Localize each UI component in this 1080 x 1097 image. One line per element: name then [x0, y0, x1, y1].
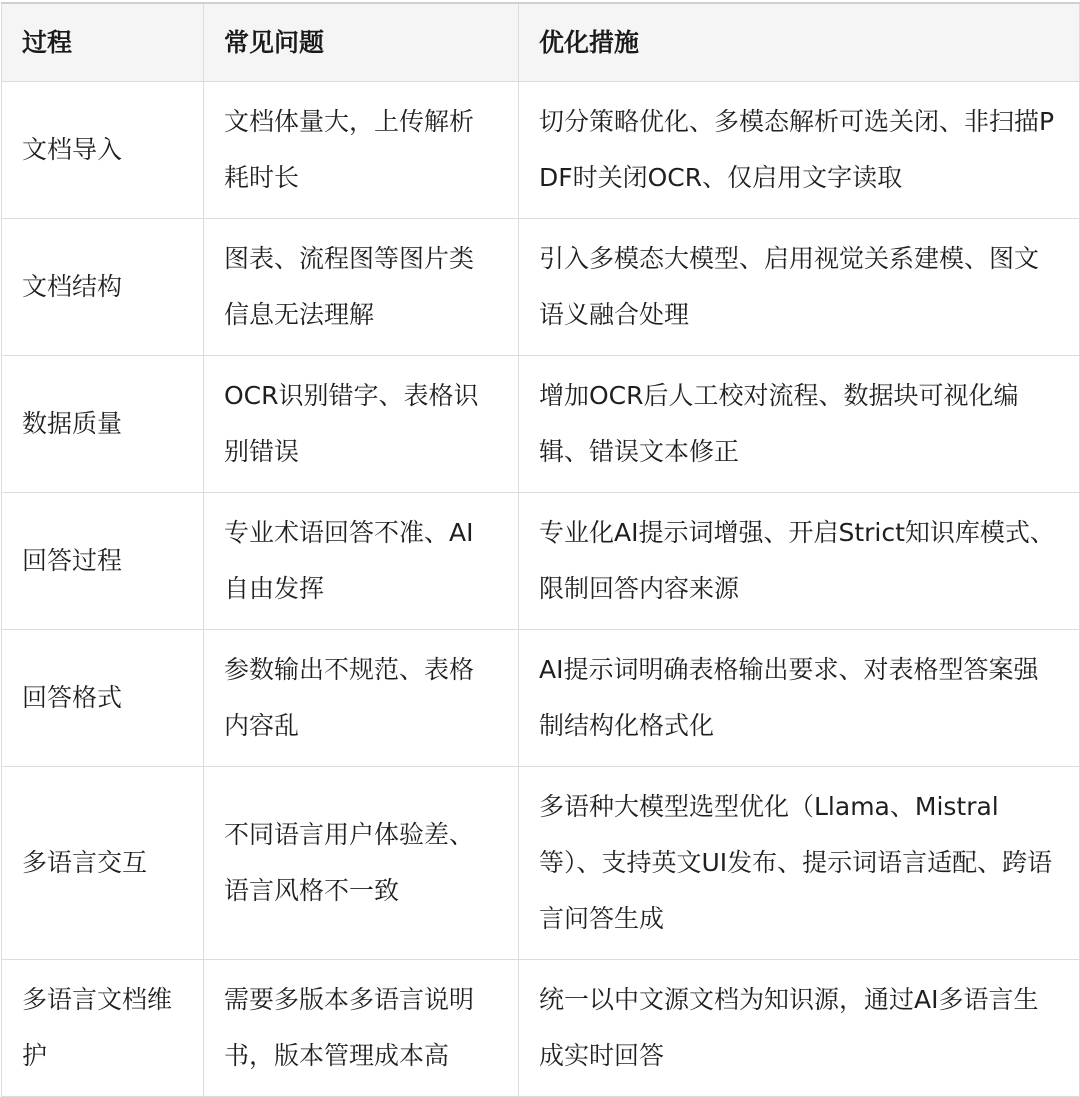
table-row [2, 82, 1080, 219]
cell-process: 回答格式 [2, 630, 204, 767]
cell-process: 文档导入 [2, 82, 204, 219]
cell-issue: OCR识别错字、表格识别错误 [204, 356, 519, 493]
cell-issue: 专业术语回答不准、AI自由发挥 [204, 493, 519, 630]
cell-measure: 切分策略优化、多模态解析可选关闭、非扫描PDF时关闭OCR、仅启用文字读取 [519, 82, 1080, 219]
cell-issue: 图表、流程图等图片类信息无法理解 [204, 219, 519, 356]
optimization-table [1, 2, 1080, 1097]
cell-measure: 引入多模态大模型、启用视觉关系建模、图文语义融合处理 [519, 219, 1080, 356]
cell-issue: 需要多版本多语言说明书，版本管理成本高 [204, 960, 519, 1097]
cell-process: 文档结构 [2, 219, 204, 356]
cell-issue: 文档体量大，上传解析耗时长 [204, 82, 519, 219]
cell-measure: 专业化AI提示词增强、开启Strict知识库模式、限制回答内容来源 [519, 493, 1080, 630]
cell-process: 数据质量 [2, 356, 204, 493]
cell-process: 多语言交互 [2, 767, 204, 960]
header-row [2, 3, 1080, 82]
table-row [2, 356, 1080, 493]
cell-process: 回答过程 [2, 493, 204, 630]
table-body [2, 82, 1080, 1097]
cell-issue: 不同语言用户体验差、语言风格不一致 [204, 767, 519, 960]
header-optimization-measures: 优化措施 [519, 3, 1080, 82]
cell-measure: AI提示词明确表格输出要求、对表格型答案强制结构化格式化 [519, 630, 1080, 767]
cell-measure: 增加OCR后人工校对流程、数据块可视化编辑、错误文本修正 [519, 356, 1080, 493]
table-row [2, 630, 1080, 767]
cell-process: 多语言文档维护 [2, 960, 204, 1097]
header-common-issues: 常见问题 [204, 3, 519, 82]
table-row [2, 493, 1080, 630]
cell-measure: 统一以中文源文档为知识源，通过AI多语言生成实时回答 [519, 960, 1080, 1097]
cell-measure: 多语种大模型选型优化（Llama、Mistral等）、支持英文UI发布、提示词语言适配、跨语言问答生成 [519, 767, 1080, 960]
table-row [2, 767, 1080, 960]
table-row [2, 960, 1080, 1097]
table-row [2, 219, 1080, 356]
table-header [2, 3, 1080, 82]
header-process: 过程 [2, 3, 204, 82]
cell-issue: 参数输出不规范、表格内容乱 [204, 630, 519, 767]
